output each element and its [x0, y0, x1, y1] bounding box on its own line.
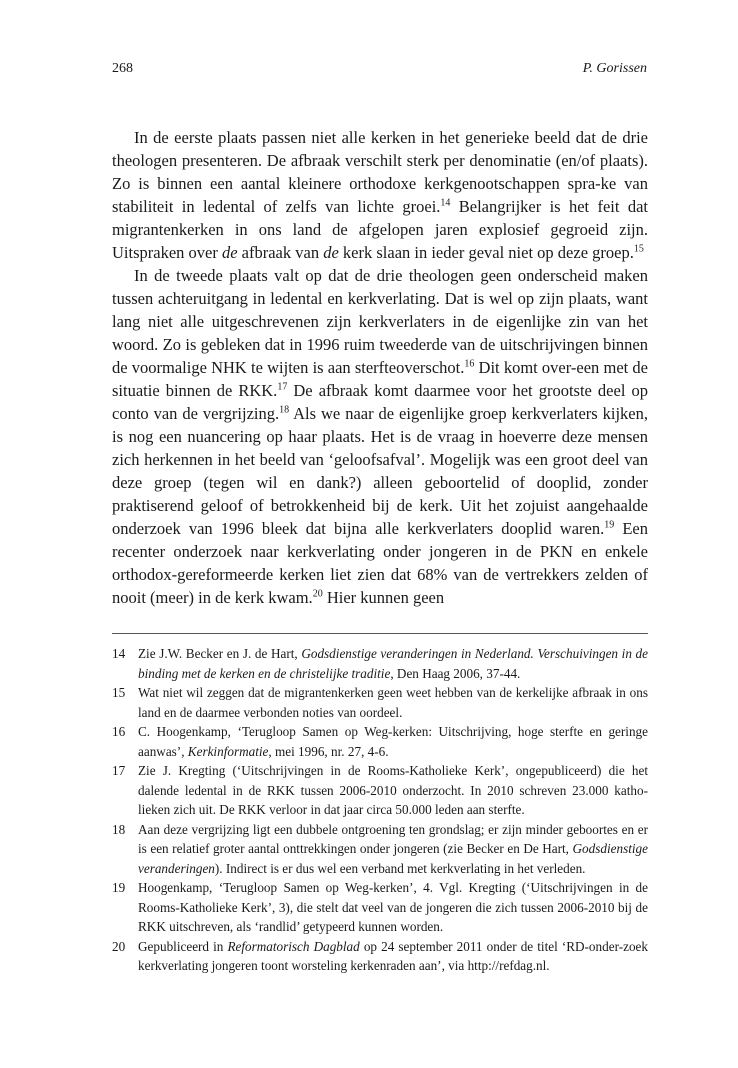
paragraph-text: In de eerste plaats passen niet alle kerken in het generieke beeld dat de drie theologen presenteren. De afbraak verschilt sterk per denominatie (en/of plaats). Zo is binnen een aantal kleinere orthodoxe kerkgenootschappen spra-ke van stabiliteit in ledental of zelfs van lichte groei.: [112, 128, 648, 216]
paragraph-1: [112, 126, 648, 264]
footnote-italic-title: Kerkinformatie: [187, 743, 269, 759]
paragraph-text: In de tweede plaats valt op dat de drie theologen geen onderscheid maken tussen achteruitgang in ledental en kerkverlating. Dat is wel op zijn plaats, want lang niet alle uitgeschrevenen zijn kerkverlaters in de eigenlijke zin van het woord. Zo is gebleken dat in 1996 ruim tweederde van de uitschrijvingen binnen de voormalige NHK te wijten is aan sterfteoverschot.: [112, 266, 648, 377]
paragraph-text: kerk slaan in ieder geval niet op deze groep.: [338, 243, 634, 262]
footnote-text-part: , mei 1996, nr. 27, 4-6.: [268, 743, 389, 759]
footnote-ref[interactable]: 19: [604, 519, 615, 531]
footnote-text-part: Wat niet wil zeggen dat de migrantenkerken geen weet hebben van de kerkelijke afbraak in ons land en de daarmee verbonden noties van oordeel.: [138, 685, 648, 720]
footnote-number: 19: [112, 880, 126, 895]
footnote-text: [138, 644, 648, 683]
footnote-italic-title: Godsdienstige veranderingen in Nederland. Verschuivingen in de binding met de kerken en de christelijke traditie: [138, 646, 648, 681]
footnote-20: [112, 937, 648, 976]
footnote-text: [138, 761, 648, 820]
footnote-text-part: op 24 september 2011 onder de titel ‘RD-onder-zoek kerkverlating jongeren toont worsteling kerkenraden aan’, via http://refdag.nl.: [138, 938, 648, 973]
footnote-text-part: Zie J.W. Becker en J. de Hart,: [138, 646, 302, 661]
footnote-text-part: Hoogenkamp, ‘Terugloop Samen op Weg-kerken’, 4. Vgl. Kregting (‘Uitschrijvingen in de Rooms-Katholieke Kerk’, 3), die stelt dat veel van de jongeren die zich tussen 2006-2010 bij de RKK uitschreven, als ‘randlid’ getypeerd kunnen worden.: [138, 880, 648, 934]
emphasis: de: [323, 243, 339, 262]
footnote-number: 18: [112, 821, 126, 837]
footnote-text-part: ). Indirect is er dus wel een verband met kerkverlating in het verleden.: [214, 860, 586, 876]
paragraph-text: Dit komt over-een met de situatie binnen de RKK.: [112, 358, 649, 400]
footnote-text: [138, 683, 648, 722]
page-number: 268: [112, 61, 133, 76]
footnote-text-part: Gepubliceerd in: [138, 938, 228, 954]
footnote-text: [138, 878, 648, 937]
footnote-19: [112, 878, 648, 937]
footnote-text-part: Aan deze vergrijzing ligt een dubbele ontgroening ten grondslag; er zijn minder geboortes en er is een relatief groter aantal onttrekkingen onder jongeren (zie Becker en De Hart,: [138, 821, 648, 856]
paragraph-text: Als we naar de eigenlijke groep kerkverlaters kijken, is nog een nuancering op haar plaats. Het is de vraag in hoeverre deze mensen zich herkennen in het beeld van ‘geloofsafval’. Mogelijk was een groot deel van deze groep (tegen wil en dank?) alleen geboortelid of dooplid, zonder praktiserend geloof of betrokkenheid bij de kerk. Uit het zojuist aangehaalde onderzoek van 1996 bleek dat bijna alle kerkverlaters dooplid waren.: [112, 404, 648, 538]
footnote-divider: [112, 633, 648, 634]
footnote-ref[interactable]: 20: [312, 588, 323, 600]
footnote-number: 15: [112, 685, 126, 700]
footnote-text: [138, 937, 648, 976]
footnote-ref[interactable]: 17: [277, 381, 288, 393]
footnote-15: [112, 683, 648, 722]
paragraph-text: Belangrijker is het feit dat migrantenkerken in ons land de afgelopen jaren explosief gegroeid zijn. Uitspraken over: [112, 197, 648, 262]
footnotes: [112, 644, 648, 976]
paragraph-2: [112, 264, 648, 609]
footnote-text-part: C. Hoogenkamp, ‘Terugloop Samen op Weg-kerken: Uitschrijving, hoge sterfte en geringe aanwas’,: [138, 724, 648, 759]
footnote-text-part: , Den Haag 2006, 37-44.: [390, 665, 521, 681]
footnote-14: [112, 644, 648, 683]
running-head-author: P. Gorissen: [582, 61, 647, 76]
paragraph-text: afbraak van: [237, 243, 324, 262]
footnote-ref[interactable]: 16: [464, 358, 475, 370]
body-text: [112, 126, 648, 609]
footnote-italic-title: Godsdienstige veranderingen: [138, 841, 648, 876]
footnote-number: 16: [112, 724, 126, 739]
footnote-number: 17: [112, 763, 126, 778]
footnote-text: [138, 722, 648, 761]
footnote-ref[interactable]: 14: [440, 197, 451, 209]
footnote-18: [112, 820, 648, 879]
footnote-italic-title: Reformatorisch Dagblad: [227, 938, 360, 954]
footnote-16: [112, 722, 648, 761]
paragraph-text: Hier kunnen geen: [322, 588, 445, 607]
footnote-ref[interactable]: 18: [279, 404, 290, 416]
paragraph-text: De afbraak komt daarmee voor het grootste deel op conto van de vergrijzing.: [112, 381, 648, 423]
emphasis: de: [221, 243, 238, 262]
footnote-ref[interactable]: 15: [633, 243, 644, 255]
footnote-text: [138, 820, 648, 879]
footnote-text-part: Zie J. Kregting (‘Uitschrijvingen in de Rooms-Katholieke Kerk’, ongepubliceerd) die het dalende ledental in de RKK tussen 2006-2010 onderzocht. In 2010 schreven 23.000 katho-lieken zich uit. De RKK verloor in dat jaar circa 50.000 leden aan sterfte.: [138, 763, 648, 817]
paragraph-text: Een recenter onderzoek naar kerkverlating onder jongeren in de PKN en enkele orthodox-gereformeerde kerken liet zien dat 68% van de vertrekkers zelden of nooit (meer) in de kerk kwam.: [112, 519, 649, 607]
footnote-number: 20: [112, 938, 126, 954]
footnote-number: 14: [112, 646, 126, 661]
footnote-17: [112, 761, 648, 820]
